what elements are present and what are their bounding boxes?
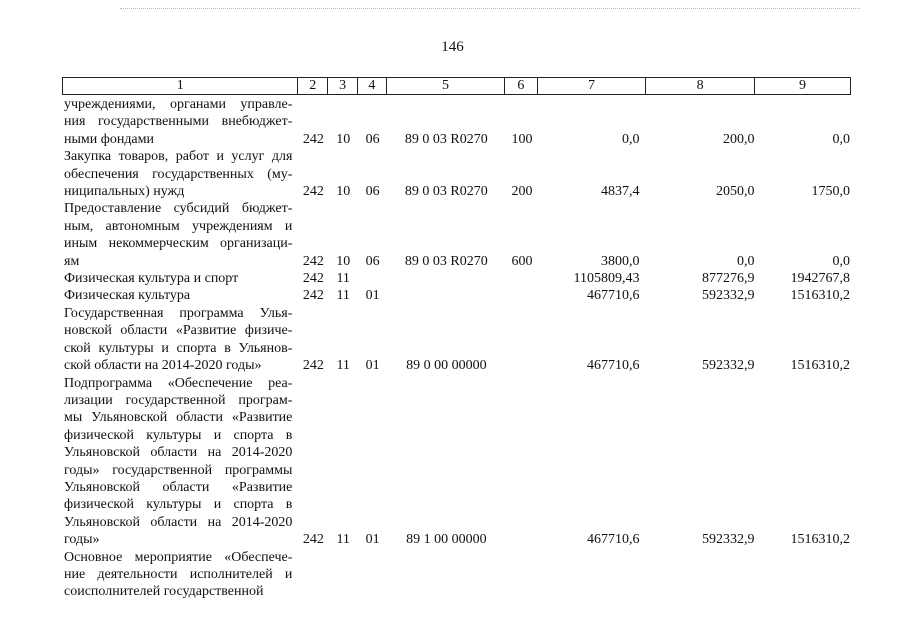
header-col-2: 2 <box>298 78 328 94</box>
table-row <box>62 549 852 601</box>
row-description <box>62 270 298 287</box>
cell-c3: 10 <box>336 253 351 269</box>
header-col-8: 8 <box>646 78 755 94</box>
table-row <box>62 270 852 287</box>
cell-c4: 06 <box>365 253 380 269</box>
table-header <box>62 77 851 95</box>
row-description <box>62 305 298 375</box>
cell-c8: 592332,9 <box>702 532 755 548</box>
cell-c7: 467710,6 <box>587 358 640 374</box>
description-line: Физическая культура и спорт <box>64 271 239 287</box>
cell-c9: 1516310,2 <box>790 532 850 548</box>
description-line: ными фондами <box>64 131 155 147</box>
description-line: учреждениями, органами управле- <box>64 97 293 112</box>
table-row <box>62 148 852 200</box>
description-line: мы Ульяновской области «Развитие <box>64 410 293 426</box>
scan-noise-line <box>120 8 860 10</box>
cell-c4: 06 <box>365 131 380 147</box>
description-line: ние деятельности исполнителей и <box>64 566 293 582</box>
row-description <box>62 375 298 549</box>
cell-c7: 0,0 <box>622 131 640 147</box>
table-row <box>62 96 852 148</box>
description-line: годы» <box>64 532 100 548</box>
cell-c3: 11 <box>336 358 350 374</box>
header-col-9: 9 <box>798 78 806 93</box>
description-line: новской области «Развитие физиче- <box>64 323 293 339</box>
cell-c9: 1942767,8 <box>790 271 850 287</box>
page-number: 146 <box>441 39 464 55</box>
description-line: физической культуры и спорта в <box>64 427 293 443</box>
row-description <box>62 287 298 304</box>
table-row <box>62 375 852 549</box>
cell-c7: 1105809,43 <box>573 271 640 287</box>
header-col-4: 4 <box>358 78 387 94</box>
description-line: годы» государственной программы <box>64 462 293 478</box>
cell-c4: 01 <box>365 532 380 548</box>
cell-c2: 242 <box>302 131 324 147</box>
cell-c6: 200 <box>511 184 533 200</box>
description-line: ской культуры и спорта в Ульянов- <box>64 340 293 356</box>
cell-c5: 89 0 03 R0270 <box>404 253 488 269</box>
description-line: лизации государственной програм- <box>64 392 293 408</box>
description-line: иным некоммерческим организаци- <box>64 236 293 252</box>
cell-c8: 877276,9 <box>702 271 755 287</box>
cell-c9: 0,0 <box>832 253 850 269</box>
cell-c8: 592332,9 <box>702 288 755 304</box>
cell-c2: 242 <box>302 271 324 287</box>
cell-c7: 467710,6 <box>587 532 640 548</box>
description-line: Государственная программа Улья- <box>64 305 293 321</box>
cell-c7: 3800,0 <box>601 253 640 269</box>
cell-c6: 600 <box>511 253 533 269</box>
cell-c4: 01 <box>365 358 380 374</box>
description-line: ской области на 2014-2020 годы» <box>64 358 262 374</box>
cell-c2: 242 <box>302 253 324 269</box>
header-col-6: 6 <box>505 78 538 94</box>
header-col-5: 5 <box>387 78 505 94</box>
table-row <box>62 287 852 304</box>
description-line: Ульяновской области на 2014-2020 <box>64 514 293 530</box>
header-col-7: 7 <box>538 78 647 94</box>
cell-c2: 242 <box>302 184 324 200</box>
cell-c8: 2050,0 <box>716 184 755 200</box>
cell-c3: 11 <box>336 288 350 304</box>
cell-c5: 89 0 03 R0270 <box>404 184 488 200</box>
cell-c8: 592332,9 <box>702 358 755 374</box>
row-description <box>62 148 298 200</box>
cell-c2: 242 <box>302 358 324 374</box>
cell-c9: 1516310,2 <box>790 288 850 304</box>
description-line: Подпрограмма «Обеспечение реа- <box>64 375 293 391</box>
description-line: ным, автономным учреждениям и <box>64 218 293 234</box>
header-col-1: 1 <box>63 78 298 94</box>
cell-c6: 100 <box>511 131 533 147</box>
description-line: Ульяновской области «Развитие <box>64 479 293 495</box>
table-row <box>62 305 852 375</box>
cell-c8: 0,0 <box>737 253 755 269</box>
cell-c5: 89 0 03 R0270 <box>404 131 488 147</box>
cell-c4: 01 <box>365 288 380 304</box>
cell-c5: 89 0 00 00000 <box>406 358 487 374</box>
cell-c3: 10 <box>336 184 351 200</box>
cell-c5: 89 1 00 00000 <box>406 532 487 548</box>
cell-c2: 242 <box>302 288 324 304</box>
cell-c9: 0,0 <box>832 131 850 147</box>
description-line: ям <box>64 253 80 269</box>
cell-c3: 11 <box>336 532 350 548</box>
row-description <box>62 96 298 148</box>
description-line: ния государственными внебюджет- <box>64 114 293 130</box>
description-line: Закупка товаров, работ и услуг для <box>64 149 293 165</box>
description-line: Физическая культура <box>64 288 191 304</box>
row-description <box>62 549 298 601</box>
cell-c8: 200,0 <box>723 131 755 147</box>
table-row <box>62 200 852 270</box>
description-line: ниципальных) нужд <box>64 184 185 200</box>
cell-c9: 1750,0 <box>811 184 850 200</box>
cell-c2: 242 <box>302 532 324 548</box>
cell-c9: 1516310,2 <box>790 358 850 374</box>
description-line: физической культуры и спорта в <box>64 497 293 513</box>
header-col-3: 3 <box>328 78 358 94</box>
cell-c7: 467710,6 <box>587 288 640 304</box>
table-body <box>62 96 852 601</box>
description-line: Ульяновской области на 2014-2020 <box>64 445 293 461</box>
description-line: Предоставление субсидий бюджет- <box>64 201 293 217</box>
description-line: Основное мероприятие «Обеспече- <box>64 549 293 565</box>
row-description <box>62 200 298 270</box>
cell-c3: 11 <box>336 271 350 287</box>
cell-c4: 06 <box>365 184 380 200</box>
cell-c7: 4837,4 <box>601 184 640 200</box>
cell-c3: 10 <box>336 131 351 147</box>
description-line: соисполнителей государственной <box>64 584 264 600</box>
description-line: обеспечения государственных (му- <box>64 166 293 182</box>
